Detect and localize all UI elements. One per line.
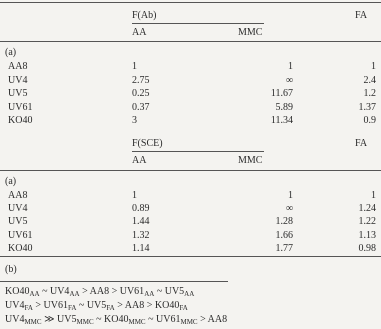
ranking-text: KO40 [5,286,30,297]
fa-value-cell: 1.37 [358,101,376,113]
mmc-value-cell: 11.34 [270,115,293,126]
ranking-text: ~ KO40 [93,314,129,325]
header-bottom-rule-1 [0,41,381,42]
ranking-subscript: AA [29,290,40,298]
row-name-cell: UV4 [8,203,28,215]
top-rule [0,2,381,3]
aa-value-cell: 1 [132,61,137,72]
ranking-line [5,314,227,325]
mmc-value-cell: 5.89 [275,101,293,113]
separator-rule [0,256,381,257]
row-name-cell: UV5 [8,216,28,228]
ranking-subscript: FA [179,304,188,312]
fa-value-cell: 1 [371,61,376,72]
group-underline-1 [132,23,264,24]
ranking-text: ~ UV4 [39,286,70,297]
ranking-text: > AA8 [197,314,228,325]
aa-value-cell: 2.75 [132,74,150,86]
header-fsce-group: F(SCE) [132,138,163,149]
fa-value-cell: 1.2 [363,88,376,99]
mmc-value-cell: 1.77 [275,242,293,254]
section-label-b: (b) [5,264,17,275]
fa-value-cell: 1 [371,190,376,201]
ranking-subscript: AA [69,290,80,298]
row-name-cell: KO40 [8,242,33,254]
ranking-text: > AA8 > KO40 [114,300,180,311]
ranking-subscript: MMC [180,318,198,326]
group-underline-2 [132,151,264,152]
header-fab-group: F(Ab) [132,10,157,21]
header-fa-mid: FA [355,138,368,149]
ranking-subscript: MMC [24,318,42,326]
aa-value-cell: 1.44 [132,216,150,228]
rankings-rule [0,281,228,282]
mmc-value-cell: 1.28 [275,216,293,228]
ranking-text: UV4 [5,300,25,311]
header-aa-mid: AA [132,155,147,166]
ranking-subscript: AA [184,290,195,298]
fa-value-cell: 0.98 [358,242,376,254]
aa-value-cell: 0.25 [132,88,150,99]
header-fa-top: FA [355,10,368,21]
header-mmc-top: MMC [238,27,263,38]
ranking-subscript: MMC [76,318,94,326]
row-name-cell: UV5 [8,88,28,99]
row-name-cell: UV4 [8,74,28,86]
mmc-value-cell: 11.67 [270,88,293,99]
row-name-cell: UV61 [8,229,33,241]
section-label-a1: (a) [5,47,17,58]
mmc-value-cell: 1 [288,61,293,72]
aa-value-cell: 3 [132,115,137,126]
row-name-cell: UV61 [8,101,33,113]
mmc-value-cell: 1.66 [275,229,293,241]
ranking-text: ≫ UV5 [41,314,77,325]
row-name-cell: AA8 [8,190,28,201]
ranking-text: ~ UV5 [154,286,185,297]
mmc-value-cell: ∞ [285,74,293,86]
ranking-subscript: AA [144,290,155,298]
fa-value-cell: 0.9 [363,115,376,126]
ranking-text: > UV61 [32,300,68,311]
ranking-subscript: MMC [128,318,146,326]
ranking-subscript: FA [24,304,33,312]
ranking-text: ~ UV61 [145,314,181,325]
ranking-line [5,300,188,311]
aa-value-cell: 1.32 [132,229,150,241]
header-aa-top: AA [132,27,147,38]
aa-value-cell: 1 [132,190,137,201]
fa-value-cell: 2.4 [363,74,376,86]
mmc-value-cell: ∞ [285,203,293,215]
ranking-text: > AA8 > UV61 [79,286,145,297]
ranking-subscript: FA [67,304,77,312]
section-label-a2: (a) [5,176,17,187]
ranking-subscript: FA [106,304,115,312]
header-bottom-rule-2 [0,170,381,171]
row-name-cell: AA8 [8,61,28,72]
ranking-line [5,286,194,297]
fa-value-cell: 1.24 [358,203,376,215]
aa-value-cell: 1.14 [132,242,150,254]
row-name-cell: KO40 [8,115,33,126]
header-mmc-mid: MMC [238,155,263,166]
aa-value-cell: 0.89 [132,203,150,215]
fa-value-cell: 1.13 [358,229,376,241]
ranking-text: UV4 [5,314,25,325]
fa-value-cell: 1.22 [358,216,376,228]
aa-value-cell: 0.37 [132,101,150,113]
ranking-text: ~ UV5 [76,300,107,311]
mmc-value-cell: 1 [288,190,293,201]
